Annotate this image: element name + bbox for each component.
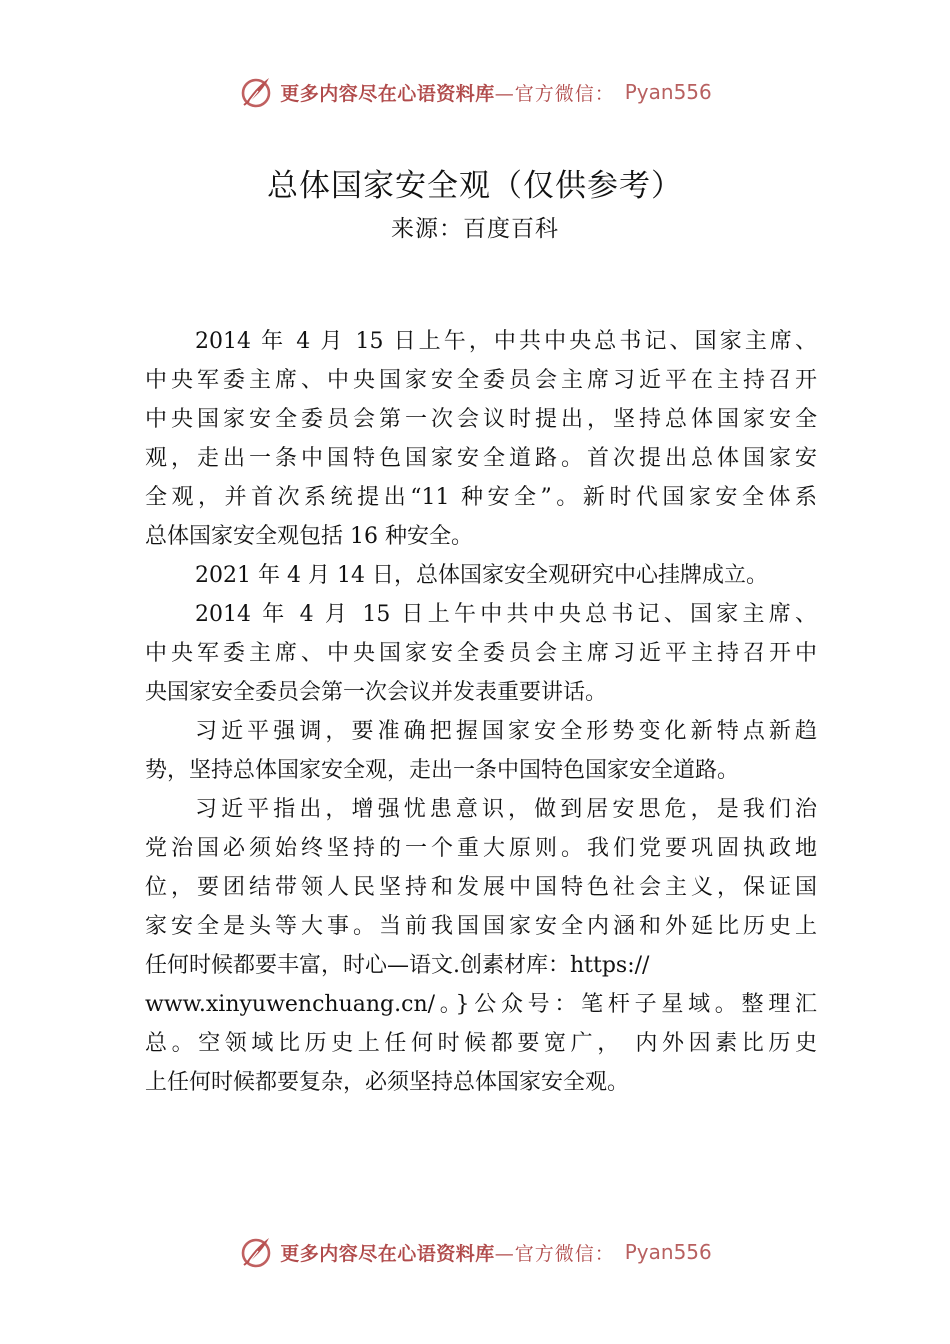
banner-text-bold: 更多内容尽在心语资料库 xyxy=(280,1242,495,1265)
quill-logo-icon xyxy=(238,1234,274,1270)
paragraph-line: 全观，并首次系统提出“11 种安全”。新时代国家安全体系 xyxy=(145,485,817,510)
paragraph-line: 总。空领域比历史上任何时候都要宽广， 内外因素比历史 xyxy=(145,1031,817,1056)
paragraph-line: www.xinyuwenchuang.cn/。}公众号：笔杆子星域。整理汇 xyxy=(145,992,817,1017)
banner-text-rest: —官方微信： xyxy=(494,1242,615,1265)
paragraph-line: 央国家安全委员会第一次会议并发表重要讲话。 xyxy=(145,680,608,705)
banner-text xyxy=(280,1239,615,1266)
paragraph-line: 家安全是头等大事。当前我国国家安全内涵和外延比历史上 xyxy=(145,914,817,939)
footer-banner xyxy=(0,1232,950,1272)
header-banner xyxy=(0,72,950,112)
document-title: 总体国家安全观（仅供参考） xyxy=(267,168,683,204)
paragraph-line: 上任何时候都要复杂，必须坚持总体国家安全观。 xyxy=(145,1070,630,1095)
banner-text-bold: 更多内容尽在心语资料库 xyxy=(280,82,495,105)
document-source: 来源：百度百科 xyxy=(391,216,559,242)
paragraph-line: 习近平强调，要准确把握国家安全形势变化新特点新趋 xyxy=(195,719,817,744)
paragraph-5 xyxy=(145,790,817,1102)
quill-logo-icon xyxy=(238,74,274,110)
paragraph-2 xyxy=(145,556,817,595)
paragraph-1 xyxy=(145,322,817,556)
paragraph-line: 习近平指出，增强忧患意识，做到居安思危，是我们治 xyxy=(195,797,817,822)
paragraph-line: 2014 年 4 月 15 日上午中共中央总书记、国家主席、 xyxy=(195,602,817,627)
paragraph-line: 任何时候都要丰富，时心—语文.创素材库：https:// xyxy=(145,953,650,978)
paragraph-line: 势，坚持总体国家安全观，走出一条中国特色国家安全道路。 xyxy=(145,758,740,783)
paragraph-line: 位，要团结带领人民坚持和发展中国特色社会主义，保证国 xyxy=(145,875,817,900)
paragraph-line: 中央军委主席、中央国家安全委员会主席习近平主持召开中 xyxy=(145,641,817,666)
paragraph-line: 观，走出一条中国特色国家安全道路。首次提出总体国家安 xyxy=(145,446,817,471)
paragraph-line: 2021 年 4 月 14 日，总体国家安全观研究中心挂牌成立。 xyxy=(195,563,768,588)
paragraph-line: 中央军委主席、中央国家安全委员会主席习近平在主持召开 xyxy=(145,368,817,393)
paragraph-line: 党治国必须始终坚持的一个重大原则。我们党要巩固执政地 xyxy=(145,836,817,861)
banner-wechat-id: Pyan556 xyxy=(624,80,712,104)
banner-text xyxy=(280,79,615,106)
paragraph-4 xyxy=(145,712,817,790)
document-body xyxy=(145,322,817,1102)
paragraph-line: 中央国家安全委员会第一次会议时提出，坚持总体国家安全 xyxy=(145,407,817,432)
banner-wechat-id: Pyan556 xyxy=(624,1240,712,1264)
banner-text-rest: —官方微信： xyxy=(494,82,615,105)
paragraph-line: 总体国家安全观包括 16 种安全。 xyxy=(145,524,473,549)
paragraph-3 xyxy=(145,595,817,712)
paragraph-line: 2014 年 4 月 15 日上午，中共中央总书记、国家主席、 xyxy=(195,329,817,354)
